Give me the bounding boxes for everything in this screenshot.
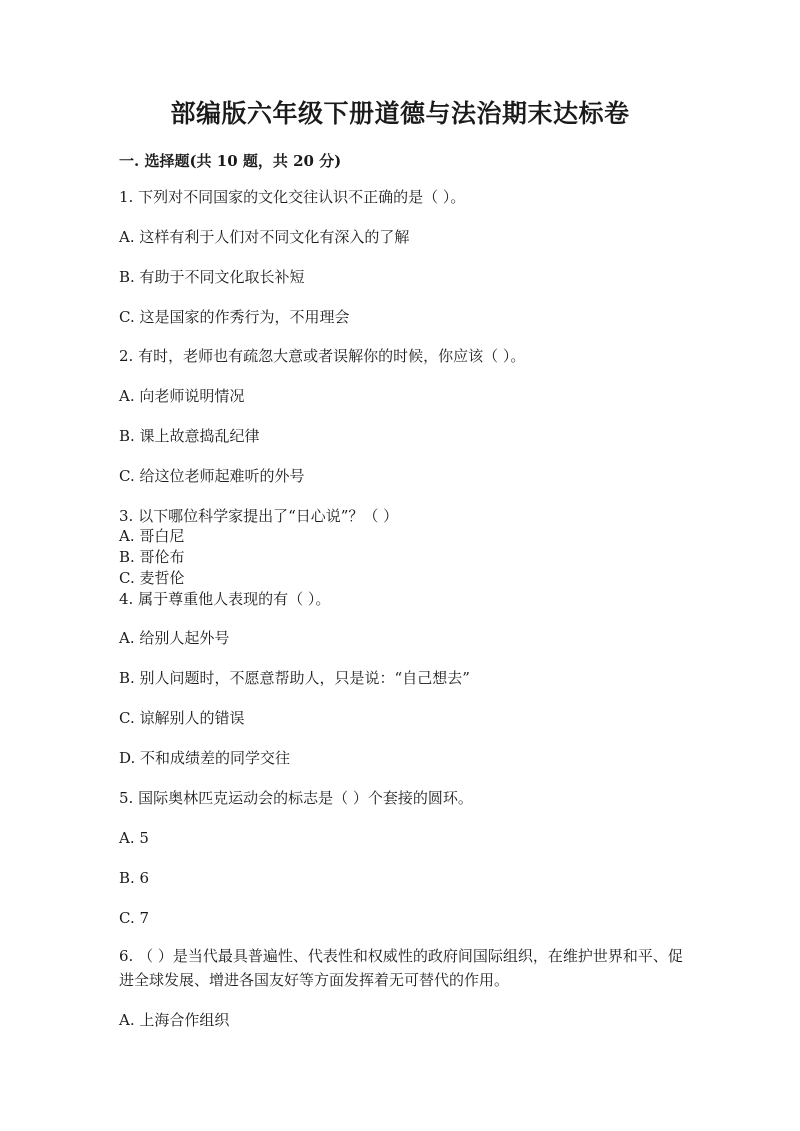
question-2-option-b: B. 课上故意捣乱纪律 (119, 427, 260, 445)
question-6-stem: 6. （ ）是当代最具普遍性、代表性和权威性的政府间国际组织，在维护世界和平、促进全球发展、增进各国友好等方面发挥着无可替代的作用。 (119, 947, 683, 989)
section-heading: 一. 选择题(共 10 题，共 20 分) (119, 152, 342, 170)
question-4-option-d: D. 不和成绩差的同学交往 (119, 749, 291, 767)
question-3-option-a: A. 哥白尼 (119, 527, 185, 545)
question-4-option-b: B. 别人问题时，不愿意帮助人，只是说：“自己想去” (119, 669, 470, 687)
question-5-option-b: B. 6 (119, 869, 150, 887)
question-2-stem: 2. 有时，老师也有疏忽大意或者误解你的时候，你应该（ ）。 (119, 347, 526, 365)
page-title: 部编版六年级下册道德与法治期末达标卷 (170, 99, 630, 128)
question-1-option-c: C. 这是国家的作秀行为，不用理会 (119, 308, 350, 326)
question-4-option-a: A. 给别人起外号 (119, 629, 230, 647)
question-5-option-a: A. 5 (119, 829, 149, 847)
question-5-option-c: C. 7 (119, 909, 150, 927)
question-1-stem: 1. 下列对不同国家的文化交往认识不正确的是（ ）。 (119, 188, 466, 206)
question-4-stem: 4. 属于尊重他人表现的有（ ）。 (119, 590, 331, 608)
question-4-option-c: C. 谅解别人的错误 (119, 709, 245, 727)
question-1-option-b: B. 有助于不同文化取长补短 (119, 268, 305, 286)
question-1-option-a: A. 这样有利于人们对不同文化有深入的了解 (119, 228, 410, 246)
question-3-stem: 3. 以下哪位科学家提出了“日心说”？（ ） (119, 507, 399, 525)
question-2-option-c: C. 给这位老师起难听的外号 (119, 467, 305, 485)
question-5-stem: 5. 国际奥林匹克运动会的标志是（ ）个套接的圆环。 (119, 789, 473, 807)
question-3-option-b: B. 哥伦布 (119, 548, 185, 566)
question-3-option-c: C. 麦哲伦 (119, 569, 185, 587)
question-6-option-a: A. 上海合作组织 (119, 1011, 230, 1029)
question-2-option-a: A. 向老师说明情况 (119, 387, 245, 405)
